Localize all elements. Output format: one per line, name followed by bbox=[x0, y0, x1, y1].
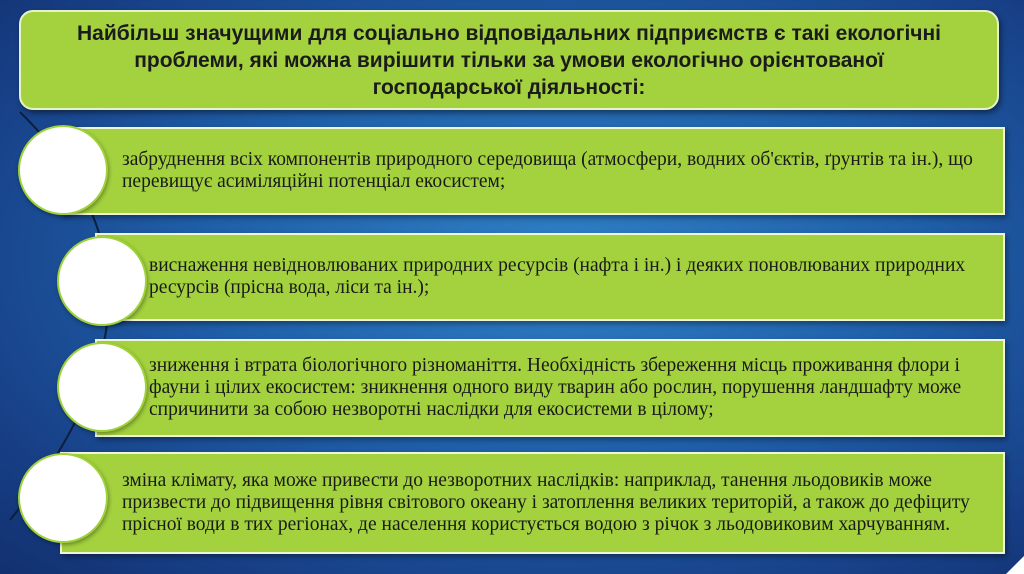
list-item-1 bbox=[60, 127, 1005, 215]
bullet-circle-4 bbox=[18, 453, 108, 543]
list-item-text: зниження і втрата біологічного різноманіття. Необхідність збереження місць проживання флори і фауни і цілих екосистем: зникнення одного виду тварин або рослин, порушення ландшафту може спричинити за собою незворотні наслідки для екосистеми в цілому; bbox=[149, 355, 962, 420]
corner-decoration bbox=[1006, 556, 1024, 574]
list-item-text: забруднення всіх компонентів природного середовища (атмосфери, водних об'єктів, ґрунтів та ін.), що перевищує асиміляційні потенціал екосистем; bbox=[122, 149, 973, 192]
list-item-text: зміна клімату, яка може привести до незворотних наслідків: наприклад, танення льодовиків може призвести до підвищення рівня світового океану і затоплення великих територій, а також до дефіциту прісної води в тих регіонах, де населення користується водою з річок з льодовиковим харчуванням. bbox=[122, 470, 970, 535]
list-item-4 bbox=[60, 452, 1005, 554]
list-item-3 bbox=[95, 339, 1005, 437]
bullet-circle-3 bbox=[57, 342, 147, 432]
bullet-circle-2 bbox=[57, 236, 147, 326]
list-item-text: виснаження невідновлюваних природних ресурсів (нафта і ін.) і деяких поновлюваних природних ресурсів (прісна вода, ліси та ін.); bbox=[149, 255, 966, 298]
title-box bbox=[19, 10, 999, 110]
bullet-circle-1 bbox=[18, 125, 108, 215]
list-item-2 bbox=[95, 233, 1005, 321]
slide-title: Найбільш значущими для соціально відповідальних підприємств є такі екологічні проблеми, які можна вирішити тільки за умови екологічно орієнтованої господарської діяльності: bbox=[77, 21, 941, 99]
